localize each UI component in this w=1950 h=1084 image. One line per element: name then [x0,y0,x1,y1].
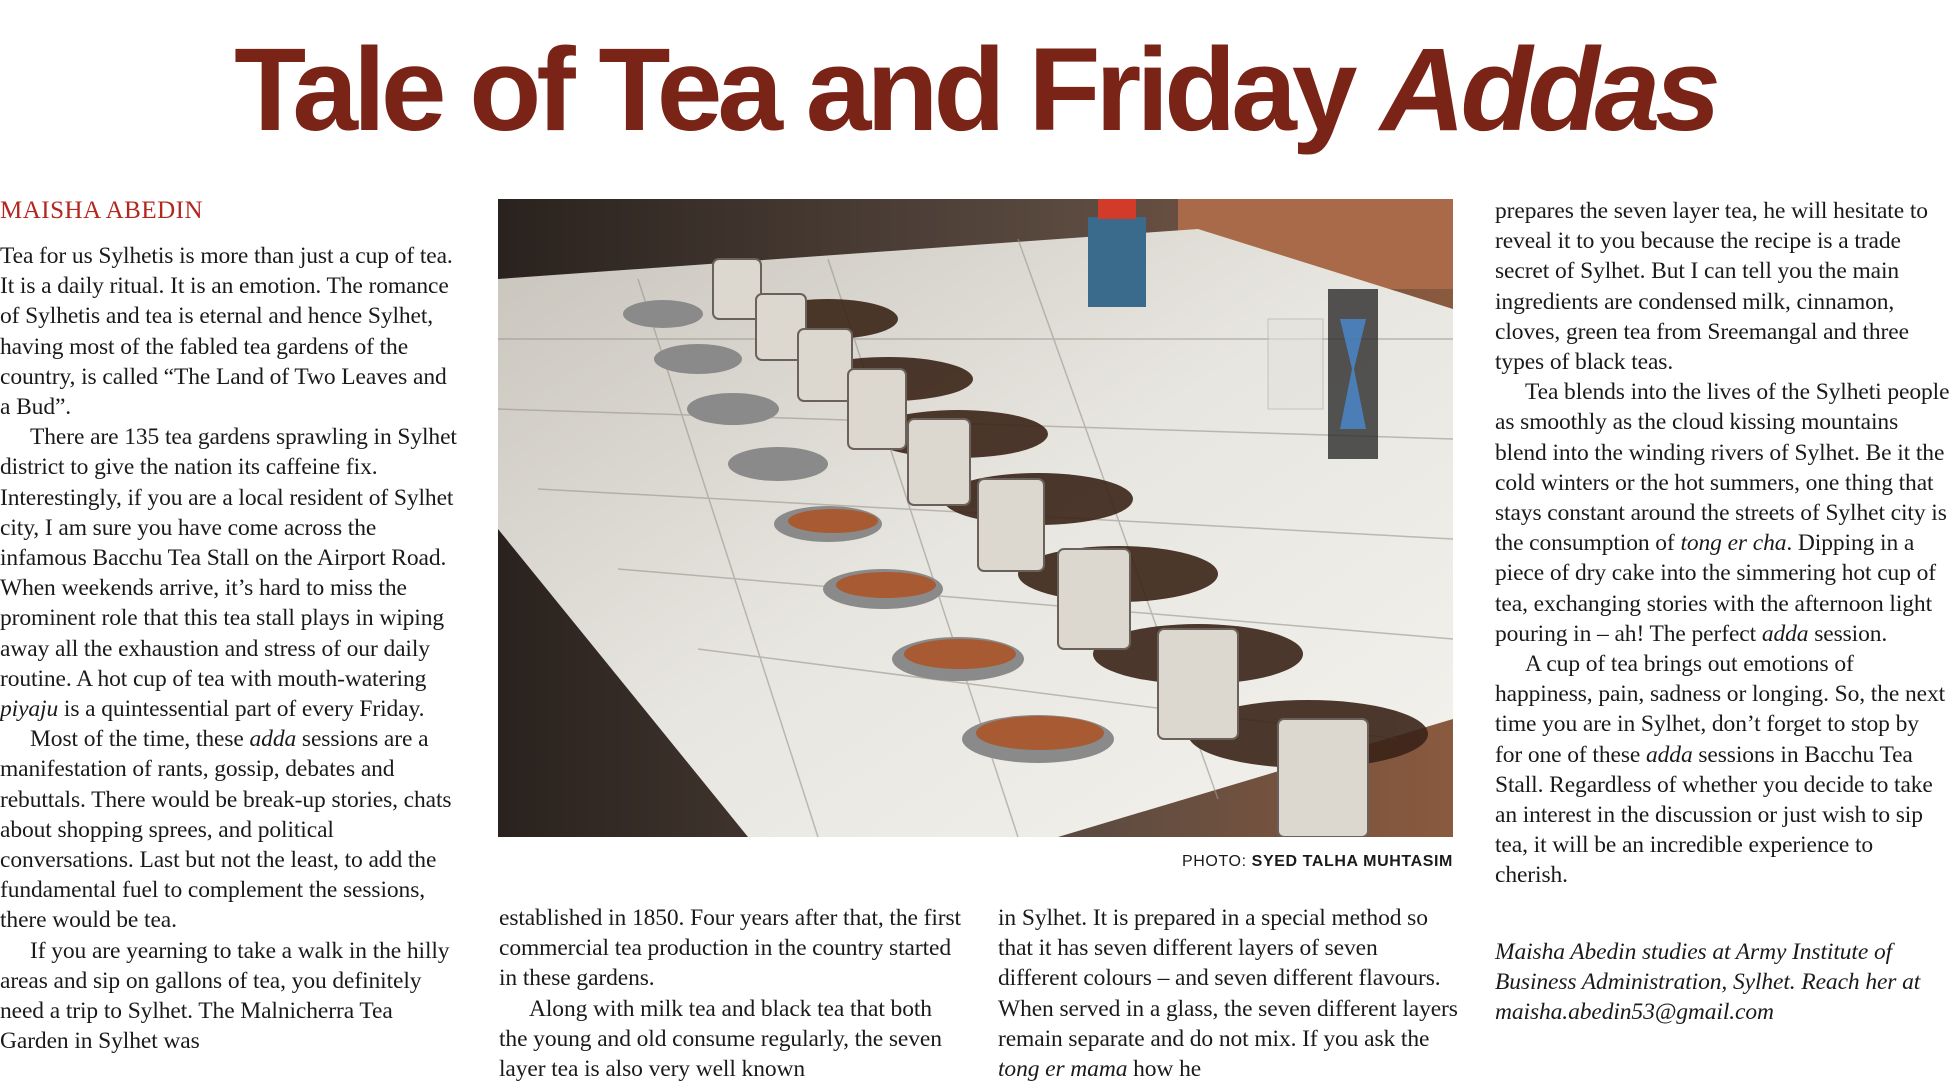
paragraph: A cup of tea brings out emotions of happiness, pain, sadness or longing. So, the next time you are in Sylhet, don’t forget to stop by for one of these adda sessions in Bacchu Tea Stall. Regardless of whether you decide to take an interest in the discussion or just wish to sip tea, it will be an incredible experience to cherish. [1495,651,1946,889]
paragraph: Most of the time, these adda sessions are a manifestation of rants, gossip, debates and rebuttals. There would be break-up stories, chats about shopping sprees, and political conversations. Last but not the least, to add the fundamental fuel to complement the sessions, there would be tea. [0,726,452,934]
article-column-2 [499,903,961,1084]
article-column-4 [1495,196,1950,1027]
author-bio: Maisha Abedin studies at Army Institute of Business Administration, Sylhet. Reach her at maisha.abedin53@gmail.com [1495,938,1921,1026]
headline-main: Tale of Tea and Friday [234,24,1381,156]
photo-credit: PHOTO: SYED TALHA MUHTASIM [1181,853,1453,870]
paragraph: established in 1850. Four years after that, the first commercial tea production in the country started in these gardens. [499,905,961,992]
article-column-1 [0,241,462,1056]
paragraph: in Sylhet. It is prepared in a special method so that it has seven different layers of seven different colours – and seven different flavours. When served in a glass, the seven different layers remain separate and do not mix. If you ask the tong er mama how he [998,905,1458,1083]
paragraph: Tea blends into the lives of the Sylheti people as smoothly as the cloud kissing mountains blend into the winding rivers of Sylhet. Be it the cold winters or the hot summers, one thing that stays constant around the streets of Sylhet city is the consumption of tong er cha. Dipping in a piece of dry cake into the simmering hot cup of tea, exchanging stories with the afternoon light pouring in – ah! The perfect adda session. [1495,379,1950,647]
paragraph: If you are yearning to take a walk in the hilly areas and sip on gallons of tea, you definitely need a trip to Sylhet. The Malnicherra Tea Garden in Sylhet was [0,937,450,1055]
paragraph: Along with milk tea and black tea that both the young and old consume regularly, the seven layer tea is also very well known [499,995,942,1083]
author-byline: MAISHA ABEDIN [0,197,204,224]
article-column-3 [998,903,1460,1084]
tea-cups-photo [498,199,1453,837]
paragraph: Tea for us Sylhetis is more than just a cup of tea. It is a daily ritual. It is an emotion. The romance of Sylhetis and tea is eternal and hence Sylhet, having most of the fabled tea gardens of the country, is called “The Land of Two Leaves and a Bud”. [0,243,453,421]
paragraph: prepares the seven layer tea, he will hesitate to reveal it to you because the recipe is a trade secret of Sylhet. But I can tell you the main ingredients are condensed milk, cinnamon, cloves, green tea from Sreemangal and three types of black teas. [1495,198,1928,376]
article-headline [0,22,1950,158]
headline-italic: Addas [1380,24,1716,156]
paragraph: There are 135 tea gardens sprawling in Sylhet district to give the nation its caffeine fix. Interestingly, if you are a local resident of Sylhet city, I am sure you have come across the infamous Bacchu Tea Stall on the Airport Road. When weekends arrive, it’s hard to miss the prominent role that this tea stall plays in wiping away all the exhaustion and stress of our daily routine. A hot cup of tea with mouth-watering piyaju is a quintessential part of every Friday. [0,424,457,723]
tea-cups-illustration [498,199,1453,837]
